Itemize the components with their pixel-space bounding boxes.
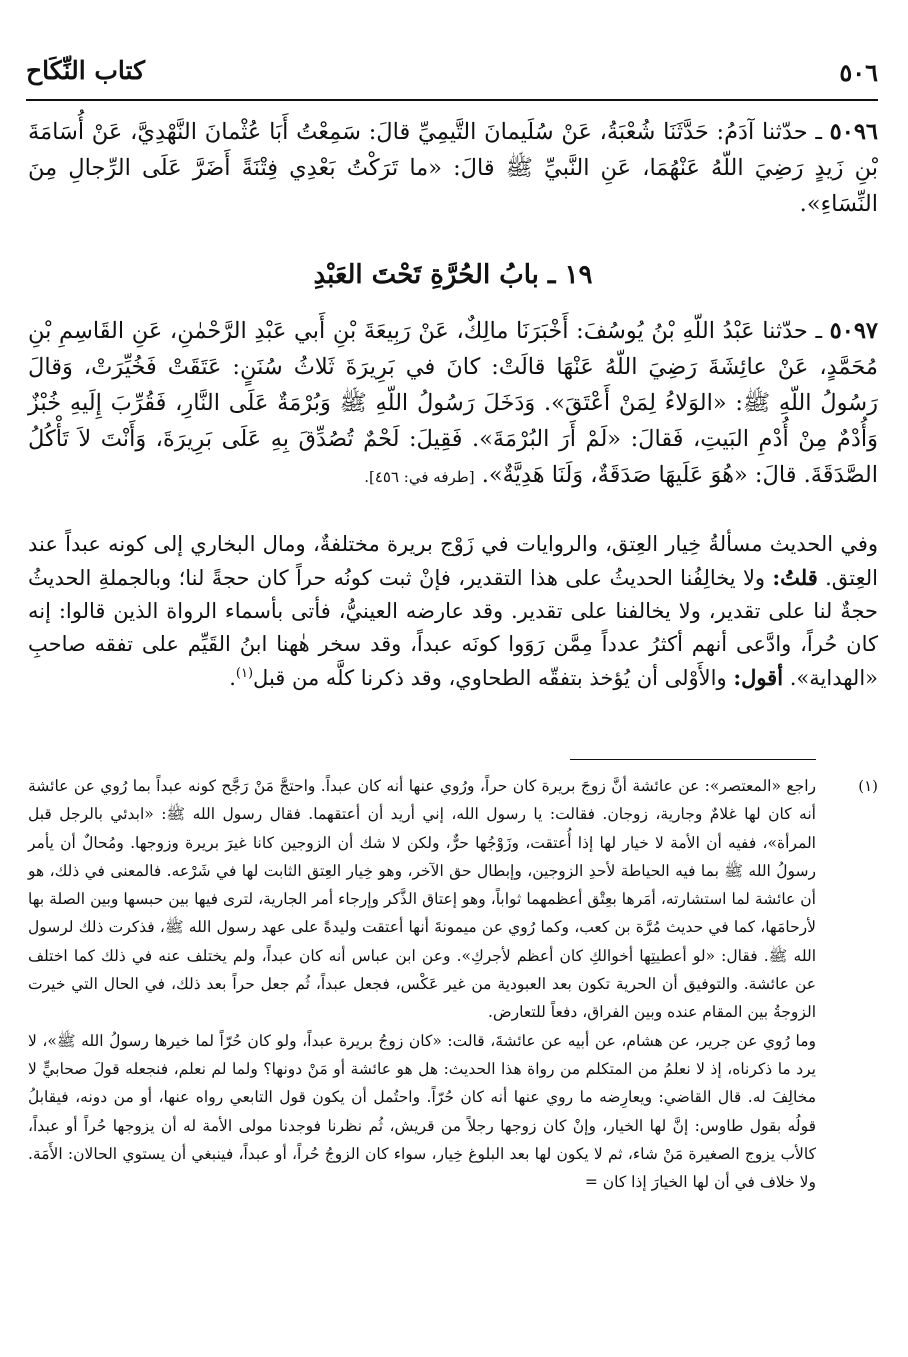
- footnote-body: [28, 772, 816, 1196]
- chapter-title: ١٩ ـ بابُ الحُرَّةِ تَحْتَ العَبْدِ: [313, 260, 593, 290]
- commentary-text: ولا يخالِفُنا الحديثُ على هذا التقدير، فإنْ ثبت كونُه حراً كان حجةً لنا؛ وبالجملةِ الحديثُ حجةٌ لنا على تقدير، ولا يخالفنا على تقدير. وقد عارضه العينيُّ، فأتى بأسماء الرواة الذين قالوا: إنه كان حُراً، وادَّعى أنهم أكثرُ عدداً مِمَّن رَوَوا كونَه عبداً، وقد سخر هٰهنا ابنُ القَيِّم على تفقه صاحبِ «الهداية».: [28, 566, 878, 690]
- footnote-paragraph: وما رُوي عن جرير، عن هشام، عن أبيه عن عائشةَ، قالت: «كان زوجُ بريرة عبداً، ولو كان حُرّاً لما خيرها رسولُ الله ﷺ»، لا يرد ما ذكرناه، إذ لا نعلمُ من المتكلم من رواة هذا الحديث: هل هو عائشة أو مَنْ دونها؟ ولما لم نعلم، فنجعله قولَ صحابيٍّ لا مخالِفَ له. قال القاضي: ويعارِضه ما روي عنها أنه كان حُرّاً. واحتُمل أن يكون قول التابعي رواه عنها، أو من دونه، فيقابلُ قولُه بقول طاوس: إنَّ لها الخيار، وإنْ كان زوجها رجلاً من قريش، ثُم نظرنا فوجدنا مولى الأمة له أن يزوجها حُراً أو عبداً، كالأب يزوج الصغيرة مَنْ شاء، ثم لا يكون لها بعد البلوغ خِيار، سواء كان الزوجُ حُراً، أو عبداً، فينبغي أن يستوي الحالان: الأَمَة. ولا خلاف في أن لها الخيارَ إذا كان =: [28, 1031, 816, 1192]
- hadith-5097: [28, 313, 878, 495]
- commentary-end: .: [229, 666, 236, 690]
- footnote-marker: (١): [858, 777, 878, 795]
- header-rule: [26, 99, 878, 101]
- page-number: ٥٠٦: [839, 58, 878, 87]
- page-header: [26, 52, 878, 96]
- hadith-number: ٥٠٩٧: [829, 318, 878, 344]
- hadith-text: ـ حدّثنا آدَمُ: حَدَّثَنَا شُعْبَةُ، عَنْ سُلَيمانَ التَّيمِيِّ قالَ: سَمِعْتُ أَبَا عُثْمانَ النَّهْدِيَّ، عَنْ أُسَامَةَ بْنِ زَيدٍ رَضِيَ اللّهُ عَنْهُمَا، عَنِ النَّبيِّ ﷺ قالَ: «ما تَرَكْتُ بَعْدِي فِتْنَةً أَضَرَّ عَلَى الرِّجالِ مِنَ النِّسَاءِ».: [28, 119, 878, 217]
- running-title: كتاب النِّكَاح: [26, 56, 145, 85]
- commentary-text: وفي الحديث مسألةُ خِيار العِتق، والروايات في زَوْج بريرة مختلفةٌ، ومال البخاري إلى كونه عبداً عند العِتق.: [28, 532, 878, 590]
- aqulu-label: أقول:: [733, 665, 784, 690]
- cross-reference: [طرفه في: ٤٥٦].: [364, 468, 475, 486]
- hadith-number: ٥٠٩٦: [829, 119, 879, 145]
- footnote-separator: [570, 759, 816, 760]
- footnote-reference[interactable]: (١): [235, 666, 254, 681]
- hadith-text: ـ حدّثنا عَبْدُ اللّهِ بْنُ يُوسُفَ: أَخْبَرَنَا مالِكٌ، عَنْ رَبِيعَةَ بْنِ أَبي عَبْدِ الرَّحْمٰنِ، عَنِ القَاسِمِ بْنِ مُحَمَّدٍ، عَنْ عائِشَةَ رَضِيَ اللّهُ عَنْهَا قالَتْ: كانَ في بَرِيرَةَ ثَلاثُ سُنَنٍ: عَتَقَتْ فَخُيِّرَتْ، وَقالَ رَسُولُ اللّهِ ﷺ: «الوَلاءُ لِمَنْ أَعْتَقَ». وَدَخَلَ رَسُولُ اللّهِ ﷺ وَبُرْمَةٌ عَلَى النَّارِ، فَقُرِّبَ إِلَيهِ خُبْزٌ وَأُدْمٌ مِنْ أُدْمِ البَيتِ، فَقالَ: «لَمْ أَرَ البُرْمَةَ». فَقِيلَ: لَحْمٌ تُصُدِّقَ بِهِ عَلَى بَرِيرَةَ، وَأَنْتَ لاَ تَأْكُلُ الصَّدَقَةَ. قالَ: «هُوَ عَلَيهَا صَدَقَةٌ، وَلَنَا هَدِيَّةٌ».: [28, 318, 878, 488]
- commentary-text: والأَوْلى أن يُؤخذ بتفقّه الطحاوي، وقد ذكرنا كلَّه من قبل: [253, 666, 727, 690]
- footnotes: [28, 772, 878, 1196]
- hadith-5096: [28, 114, 878, 222]
- commentary: [28, 528, 878, 695]
- qultu-label: قلتُ:: [772, 565, 818, 590]
- footnote-paragraph: راجع «المعتصر»: عن عائشة أنَّ زوجَ بريرة كان حراً، ورُوي عنها أنه كان عبداً. واحتجَّ مَنْ رَجَّح كونه عبداً بما رُوي عن عائشة أنه كان لها غلامٌ وجارية، زوجان. فقالت: يا رسول الله، إني أريد أن أعتقهما. فقال رسول الله ﷺ: «ابدئي بالرجل قبل المرأة»، ففيه أن الأمة لا خيار لها إذا أُعتقت، وزَوْجُها حرٌّ، ولكن لا شك أن الزوجين كانا غيرَ بريرة وزوجها. ومُحالٌ أن يأمر رسولُ الله ﷺ بما فيه الحياطة لأحدِ الزوجين، وإبطال حق الآخر، وهو خِيار العِتق الثابت لها في شَرْعه. فالمعنى في ذلك، هو أن عائشة لما استشارته، أمَرها بعِتْق أعظمهما ثواباً، وهو إعتاق الذَّكر وإرجاء أمر الجارية، لترى فيها بين حبسها وبين الصلة بها لأرحامَها، كما في حديث مُرَّة بن كعب، وكما رُوي عن ميمونةَ أنها أعتقت وليدةً على عهد رسول الله ﷺ، فذكرت ذلك لرسول الله ﷺ. فقال: «لو أعطيتِها أخوالكِ كان أعظم لأجركِ». وعن ابن عباس أنه كان عبداً، ولم يختلف عنه في ذلك كما اختلف عن عائشة. والتوفيق أن الحرية تكون بعد العبودية من غير عَكْس، فجعل عبداً، ثُم جعل حراً بعد ذلك، في الحال التي خيرت الزوجةُ بين المقام عنده وبين الفراق، دفعاً للتعارض.: [28, 777, 816, 1022]
